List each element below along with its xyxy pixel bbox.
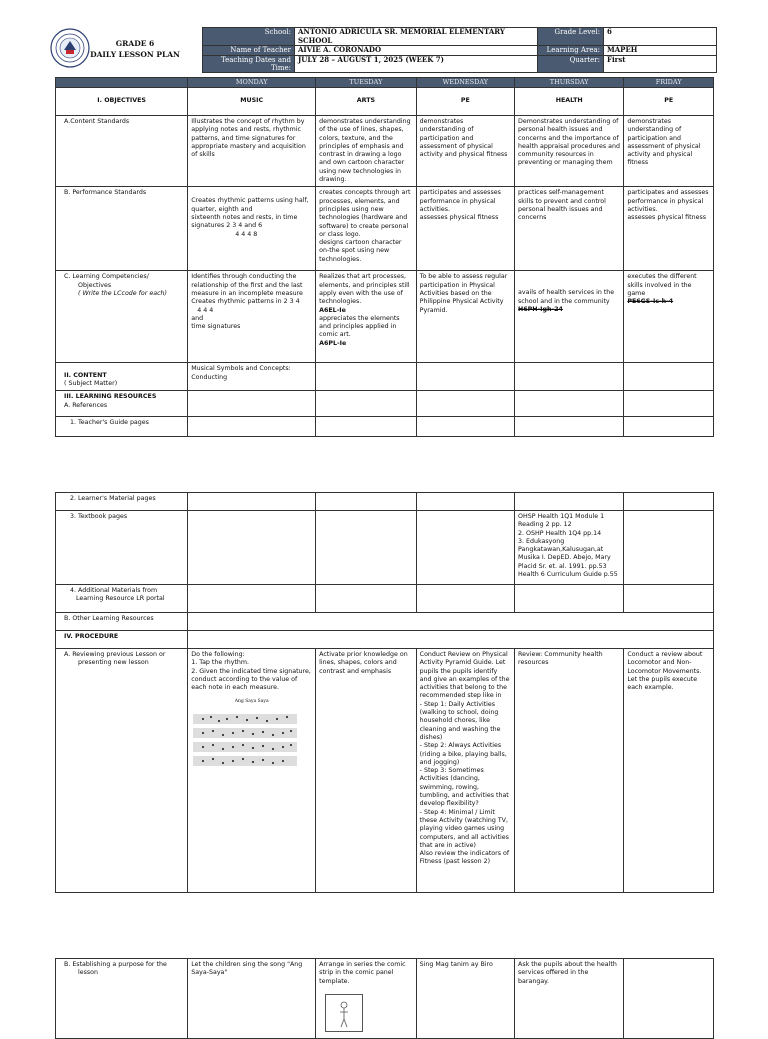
- review-wed-step2: - Step 2: Always Activities (riding a bike, playing balls, and jogging): [419, 742, 507, 766]
- teacher-value: AIVIE A. CORONADO: [295, 46, 538, 56]
- textbook-thu-4: 3. Edukasyong Pangkatawan,Kalusugan,at Musika I. DepED. Abejo, Mary Placid Sr. et. al. 1991. pp.53: [518, 537, 611, 570]
- competencies-label-2: Objectives: [78, 281, 112, 289]
- subject-friday: PE: [624, 88, 714, 116]
- perf-tue-1: creates concepts through art processes, elements, and principles using new technologies (hardware and software) to create personal or class logo.: [319, 189, 411, 238]
- comp-mon-4: and: [191, 314, 204, 322]
- lm-monday: [188, 493, 316, 511]
- other-resources-row: [56, 613, 714, 631]
- tg-friday: [624, 417, 714, 437]
- textbook-thu-5: Health 6 Curriculum Guide p.55: [518, 571, 618, 579]
- additional-materials-label: [56, 585, 188, 613]
- tg-tuesday: [316, 417, 417, 437]
- content-thursday: [515, 363, 624, 391]
- review-mon-2: 1. Tap the rhythm.: [191, 659, 250, 667]
- day-friday: FRIDAY: [624, 78, 714, 88]
- textbook-thu-3: 2. OSHP Health 1Q4 pp.14: [518, 529, 602, 537]
- content-standards-tuesday: demonstrates understanding of the use of lines, shapes, colors, texture, and the principles of emphasis and contrast in drawing a logo and own cartoon character using new technologies in drawing.: [316, 116, 417, 187]
- perf-mon-line2: sixteenth notes and rests, in time signatures 2 3 4 and 6: [191, 213, 298, 230]
- subject-monday: MUSIC: [188, 88, 316, 116]
- textbook-monday: [188, 511, 316, 585]
- purpose-tuesday: [316, 959, 417, 1039]
- content-friday: [624, 363, 714, 391]
- competencies-wednesday: To be able to assess regular participation in Physical Activities based on the Philippine Physical Activity Pyramid.: [416, 271, 514, 363]
- comp-mon-2: Creates rhythmic patterns in 2 3 4: [191, 298, 300, 306]
- procedure-cell: [188, 631, 714, 649]
- review-tuesday: Activate prior knowledge on lines, shapes, colors and contrast and emphasis: [316, 649, 417, 893]
- additional-tuesday: [316, 585, 417, 613]
- comp-thu-code: H6PH-Igh-24: [518, 305, 563, 313]
- performance-standards-wednesday: [416, 187, 514, 271]
- tg-thursday: [515, 417, 624, 437]
- resources-thursday: [515, 391, 624, 417]
- content-standards-wednesday: demonstrates understanding of participation and assessment of physical activity and physical fitness: [416, 116, 514, 187]
- subject-wednesday: PE: [416, 88, 514, 116]
- review-thursday: Review: Community health resources: [515, 649, 624, 893]
- teachers-guide-label: 1. Teacher's Guide pages: [56, 417, 188, 437]
- school-label: School:: [203, 28, 295, 46]
- school-value: ANTONIO ADRICULA SR. MEMORIAL ELEMENTARY SCHOOL: [295, 28, 538, 46]
- competencies-label: [56, 271, 188, 363]
- lm-tuesday: [316, 493, 417, 511]
- review-mon-3: 2. Given the indicated time signature, conduct according to the value of each note in each measure.: [191, 667, 311, 692]
- music-staff-icon: [191, 707, 299, 769]
- review-wed-step1: - Step 1: Daily Activities (walking to school, doing household chores, like cleaning and washing the dishes): [419, 700, 501, 741]
- additional-materials-row: [56, 585, 714, 613]
- perf-wed-1: participates and assesses performance in physical activities.: [419, 189, 501, 213]
- review-friday: Conduct a review about Locomotor and Non-Locomotor Movements. Let the pupils execute each example.: [624, 649, 714, 893]
- content-label: II. CONTENT: [64, 371, 107, 379]
- textbook-wednesday: [416, 511, 514, 585]
- textbook-thu-2: Reading 2 pp. 12: [518, 521, 572, 529]
- review-wed-fitness: Also review the indicators of Fitness (past lesson 2): [419, 850, 510, 866]
- purpose-wednesday: Sing Mag tanim ay Biro: [416, 959, 514, 1039]
- subject-thursday: HEALTH: [515, 88, 624, 116]
- performance-standards-monday: [188, 187, 316, 271]
- competencies-thursday: [515, 271, 624, 363]
- learning-area-value: MAPEH: [604, 46, 717, 56]
- procedure-label: IV. PROCEDURE: [56, 631, 188, 649]
- purpose-friday: [624, 959, 714, 1039]
- grade-level-value: 6: [604, 28, 717, 46]
- review-mon-1: Do the following:: [191, 651, 245, 658]
- comp-thu-1: avails of health services in the school and in the community: [518, 289, 615, 305]
- learning-resources-row: [56, 391, 714, 417]
- review-wed-intro: Conduct Review on Physical Activity Pyramid Guide. Let pupils the pupils identify and give an examples of the activities that belong to the recommended step like in: [419, 651, 510, 700]
- competencies-row: [56, 271, 714, 363]
- subject-tuesday: ARTS: [316, 88, 417, 116]
- learning-area-label: Learning Area:: [538, 46, 604, 56]
- dlp-title: DAILY LESSON PLAN: [90, 50, 180, 59]
- tg-monday: [188, 417, 316, 437]
- resources-friday: [624, 391, 714, 417]
- grade-title: GRADE 6: [115, 39, 155, 48]
- other-resources-label: B. Other Learning Resources: [56, 613, 188, 631]
- day-header-row: [56, 78, 714, 88]
- lesson-plan-table-part2: [55, 492, 714, 893]
- purpose-thursday: Ask the pupils about the health services offered in the barangay.: [515, 959, 624, 1039]
- lm-thursday: [515, 493, 624, 511]
- competencies-friday: [624, 271, 714, 363]
- review-label-cell: [56, 649, 188, 893]
- learning-resources-label-cell: [56, 391, 188, 417]
- resources-wednesday: [416, 391, 514, 417]
- school-seal-logo: [50, 28, 90, 68]
- content-standards-friday: demonstrates understanding of participation and assessment of physical activity and physical fitness: [624, 116, 714, 187]
- content-standards-label: A.Content Standards: [56, 116, 188, 187]
- content-standards-monday: Illustrates the concept of rhythm by applying notes and rests, rhythmic patterns, and time signatures for appropriate mastery and acquisition of skills: [188, 116, 316, 187]
- grade-level-label: Grade Level:: [538, 28, 604, 46]
- additional-monday: [188, 585, 316, 613]
- learners-material-label: 2. Learner's Material pages: [56, 493, 188, 511]
- review-row: [56, 649, 714, 893]
- performance-standards-label: B. Performance Standards: [56, 187, 188, 271]
- textbook-tuesday: [316, 511, 417, 585]
- additional-thursday: [515, 585, 624, 613]
- content-row: [56, 363, 714, 391]
- lesson-plan-table-part1: [55, 77, 714, 437]
- textbook-label: 3. Textbook pages: [56, 511, 188, 585]
- perf-wed-2: assesses physical fitness: [419, 214, 499, 222]
- competencies-label-1: C. Learning Competencies/: [64, 273, 149, 281]
- comp-tue-code2: A6PL-Ie: [319, 339, 347, 347]
- quarter-label: Quarter:: [538, 55, 604, 72]
- lesson-plan-table-part3: [55, 958, 714, 1039]
- perf-mon-line1: Creates rhythmic patterns using half, quarter, eighth and: [191, 197, 309, 213]
- content-monday: Musical Symbols and Concepts: Conducting: [188, 363, 316, 391]
- comp-mon-1: Identifies through conducting the relationship of the first and the last measure in an incomplete measure: [191, 273, 303, 297]
- purpose-label-cell: [56, 959, 188, 1039]
- comp-tue-1: Realizes that art processes, elements, and principles still apply even with the use of technologies.: [319, 273, 410, 306]
- dates-label: Teaching Dates and Time:: [203, 55, 295, 72]
- references-label: A. References: [64, 401, 108, 409]
- comp-fri-1: executes the different skills involved in the game: [627, 273, 697, 297]
- document-title: [90, 38, 180, 60]
- dates-value: JULY 28 – AUGUST 1, 2025 (WEEK 7): [295, 55, 538, 72]
- comic-panel-image: [325, 994, 363, 1032]
- content-label-cell: [56, 363, 188, 391]
- purpose-label-1: B. Establishing a purpose for the: [64, 961, 167, 968]
- purpose-row: [56, 959, 714, 1039]
- teachers-guide-row: [56, 417, 714, 437]
- content-wednesday: [416, 363, 514, 391]
- review-wed-step4: - Step 4: Minimal / Limit these Activity (watching TV, playing video games using computers, and all activities that are in active): [419, 808, 509, 849]
- competencies-monday: [188, 271, 316, 363]
- procedure-row: [56, 631, 714, 649]
- resources-tuesday: [316, 391, 417, 417]
- comp-fri-code: PE6GS-Ic-h-4: [627, 298, 674, 306]
- competencies-label-3: ( Write the LCcode for each): [78, 289, 167, 297]
- objectives-row: [56, 88, 714, 116]
- content-sublabel: ( Subject Matter): [64, 380, 118, 388]
- header-info-table: [202, 27, 717, 73]
- resources-monday: [188, 391, 316, 417]
- teacher-label: Name of Teacher: [203, 46, 295, 56]
- lm-wednesday: [416, 493, 514, 511]
- textbook-row: [56, 511, 714, 585]
- comp-mon-5: time signatures: [191, 323, 241, 331]
- performance-standards-row: [56, 187, 714, 271]
- review-label-1: A. Reviewing previous Lesson or: [64, 651, 166, 658]
- review-monday: [188, 649, 316, 893]
- tg-wednesday: [416, 417, 514, 437]
- lm-friday: [624, 493, 714, 511]
- quarter-value: First: [604, 55, 717, 72]
- sheet-music-image: [191, 698, 312, 772]
- review-label-2: presenting new lesson: [78, 659, 149, 667]
- day-header-blank: [56, 78, 188, 88]
- day-tuesday: TUESDAY: [316, 78, 417, 88]
- additional-label-1: 4. Additional Materials from: [70, 587, 158, 594]
- textbook-thu-1: OHSP Health 1Q1 Module 1: [518, 513, 605, 520]
- additional-label-2: Learning Resource LR portal: [76, 595, 165, 603]
- additional-friday: [624, 585, 714, 613]
- comp-tue-2: appreciates the elements and principles applied in comic art.: [319, 314, 400, 339]
- textbook-thursday: [515, 511, 624, 585]
- textbook-friday: [624, 511, 714, 585]
- perf-tue-2: designs cartoon character on-the spot using new technologies.: [319, 239, 402, 263]
- performance-standards-friday: [624, 187, 714, 271]
- day-monday: MONDAY: [188, 78, 316, 88]
- learning-resources-label: III. LEARNING RESOURCES: [64, 393, 157, 401]
- perf-fri-2: assesses physical fitness: [627, 214, 707, 222]
- additional-wednesday: [416, 585, 514, 613]
- perf-fri-1: participates and assesses performance in physical activities.: [627, 189, 709, 213]
- purpose-label-2: lesson: [78, 969, 99, 977]
- perf-mon-line3: 4 4 4 8: [235, 230, 258, 238]
- competencies-tuesday: [316, 271, 417, 363]
- performance-standards-thursday: practices self-management skills to prevent and control personal health issues and concerns: [515, 187, 624, 271]
- comp-mon-3: 4 4 4: [197, 306, 214, 314]
- review-wednesday: [416, 649, 514, 893]
- day-wednesday: WEDNESDAY: [416, 78, 514, 88]
- content-standards-thursday: Demonstrates understanding of personal health issues and concerns and the importance of health appraisal procedures and community resources in preventing or managing them: [515, 116, 624, 187]
- comp-tue-code1: A6EL-Ie: [319, 306, 346, 314]
- performance-standards-tuesday: [316, 187, 417, 271]
- purpose-tue-text: Arrange in series the comic strip in the comic panel template.: [319, 961, 406, 985]
- day-thursday: THURSDAY: [515, 78, 624, 88]
- content-tuesday: [316, 363, 417, 391]
- objectives-label: I. OBJECTIVES: [56, 88, 188, 116]
- purpose-monday: Let the children sing the song "Ang Saya-Saya": [188, 959, 316, 1039]
- comic-figure-icon: [326, 995, 362, 1031]
- review-wed-step3: - Step 3: Sometimes Activities (dancing, swimming, rowing, tumbling, and activities that develop flexibility?: [419, 767, 509, 808]
- content-standards-row: [56, 116, 714, 187]
- other-resources-cell: [188, 613, 714, 631]
- song-title: Ang Saya Saya: [234, 699, 269, 705]
- learners-material-row: [56, 493, 714, 511]
